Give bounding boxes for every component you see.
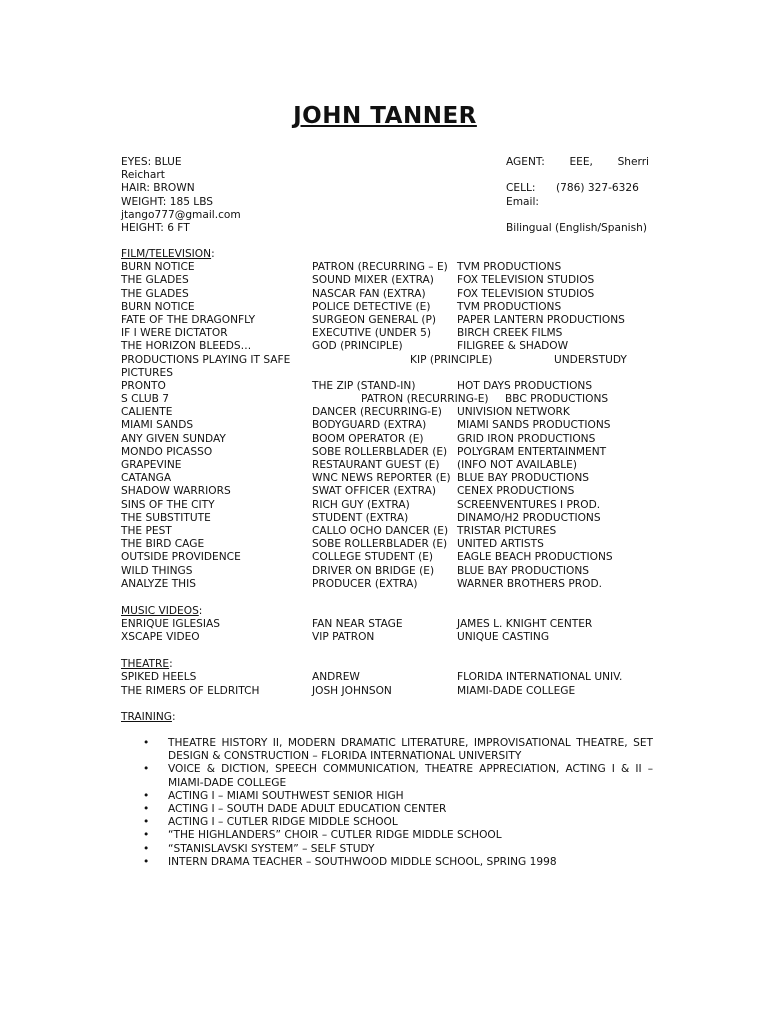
music-company: JAMES L. KNIGHT CENTER [457, 618, 593, 631]
film-company: MIAMI SANDS PRODUCTIONS [457, 419, 611, 432]
film-role: PRODUCER (EXTRA) [312, 577, 418, 590]
film-company: POLYGRAM ENTERTAINMENT [457, 445, 607, 458]
theatre-heading-text: THEATRE [121, 658, 170, 670]
film-title: THE GLADES [121, 287, 189, 300]
film-company-continued: PICTURES [121, 366, 173, 379]
bullet-icon: • [143, 737, 150, 749]
training-text: ACTING I – SOUTH DADE ADULT EDUCATION CENTER [168, 803, 447, 816]
film-role: COLLEGE STUDENT (E) [312, 551, 434, 564]
training-text: THEATRE HISTORY II, MODERN DRAMATIC LITERATURE, IMPROVISATIONAL THEATRE, SET DESIGN & CONSTRUCTION – FLORIDA INTERNATIONAL UNIVERSITY [168, 737, 653, 763]
music-row [121, 618, 661, 631]
film-row [121, 367, 661, 380]
agent-surname: Reichart [121, 169, 165, 182]
training-item [143, 843, 653, 856]
film-company: TVM PRODUCTIONS [457, 300, 562, 313]
agent-label: AGENT: [506, 156, 545, 168]
film-row [121, 380, 661, 393]
film-row [121, 472, 661, 485]
music-heading-text: MUSIC VIDEOS [121, 605, 199, 617]
music-title: XSCAPE VIDEO [121, 631, 200, 644]
weight: WEIGHT: 185 LBS [121, 195, 214, 208]
film-role: SURGEON GENERAL (P) [312, 313, 436, 326]
film-role: WNC NEWS REPORTER (E) [312, 472, 451, 485]
agent-name-1: EEE, [569, 156, 593, 168]
film-row [121, 565, 661, 578]
training-section [121, 711, 661, 724]
film-title: BURN NOTICE [121, 261, 195, 274]
film-role: DRIVER ON BRIDGE (E) [312, 564, 435, 577]
film-role: PATRON (RECURRING-E) [361, 393, 489, 406]
film-row [121, 340, 661, 353]
film-role: STUDENT (EXTRA) [312, 511, 409, 524]
film-role: PATRON (RECURRING – E) [312, 261, 448, 274]
film-title: BURN NOTICE [121, 300, 195, 313]
film-role: SOUND MIXER (EXTRA) [312, 274, 434, 287]
film-row [121, 433, 661, 446]
film-role: KIP (PRINCIPLE) [410, 353, 493, 366]
film-company: BLUE BAY PRODUCTIONS [457, 564, 589, 577]
film-row [121, 446, 661, 459]
theatre-heading: THEATRE: [121, 658, 173, 670]
bullet-icon: • [143, 855, 150, 868]
training-text: VOICE & DICTION, SPEECH COMMUNICATION, THEATRE APPRECIATION, ACTING I & II – MIAMI-DADE COLLEGE [168, 763, 653, 789]
bullet-icon: • [143, 816, 150, 829]
film-title: PRODUCTIONS PLAYING IT SAFE [121, 353, 291, 366]
film-title: THE HORIZON BLEEDS… [121, 340, 252, 353]
training-item [143, 737, 653, 763]
film-row [121, 525, 661, 538]
film-row [121, 301, 661, 314]
film-title: FATE OF THE DRAGONFLY [121, 313, 256, 326]
film-title: THE SUBSTITUTE [121, 511, 211, 524]
training-text: “THE HIGHLANDERS” CHOIR – CUTLER RIDGE MIDDLE SCHOOL [168, 829, 502, 842]
training-heading-text: TRAINING [121, 711, 172, 723]
training-text: ACTING I – MIAMI SOUTHWEST SENIOR HIGH [168, 789, 404, 802]
film-row [121, 578, 661, 591]
agent-row [506, 156, 649, 169]
film-role: RESTAURANT GUEST (E) [312, 459, 440, 471]
theatre-role: JOSH JOHNSON [312, 685, 392, 698]
film-role: THE ZIP (STAND-IN) [312, 379, 416, 392]
film-title: THE GLADES [121, 274, 189, 287]
film-company: UNIVISION NETWORK [457, 406, 570, 419]
film-role: NASCAR FAN (EXTRA) [312, 287, 426, 300]
training-item [143, 790, 653, 803]
cell-label: CELL: [506, 182, 536, 195]
eyes: EYES: BLUE [121, 156, 182, 168]
email-label: Email: [506, 195, 539, 208]
bullet-icon: • [143, 829, 150, 842]
personal-info [121, 156, 421, 235]
film-row [121, 274, 661, 287]
theatre-title: SPIKED HEELS [121, 671, 197, 684]
film-role: EXECUTIVE (UNDER 5) [312, 327, 431, 340]
film-role: BODYGUARD (EXTRA) [312, 419, 427, 432]
theatre-venue: MIAMI-DADE COLLEGE [457, 685, 576, 698]
bullet-icon: • [143, 789, 150, 802]
film-role: SOBE ROLLERBLADER (E) [312, 445, 448, 458]
cell-row [506, 182, 649, 195]
training-text: ACTING I – CUTLER RIDGE MIDDLE SCHOOL [168, 816, 398, 829]
film-title: MIAMI SANDS [121, 419, 194, 432]
film-company: TRISTAR PICTURES [457, 524, 557, 537]
film-heading: FILM/TELEVISION: [121, 248, 215, 260]
film-company: (INFO NOT AVAILABLE) [457, 459, 577, 471]
film-role: SOBE ROLLERBLADER (E) [312, 538, 448, 551]
agent-name-2: Sherri [617, 156, 649, 168]
film-company: TVM PRODUCTIONS [457, 261, 562, 274]
hair: HAIR: BROWN [121, 182, 195, 195]
film-company: CENEX PRODUCTIONS [457, 485, 575, 498]
film-company: SCREENVENTURES I PROD. [457, 498, 601, 511]
film-role: GOD (PRINCIPLE) [312, 340, 403, 353]
training-heading: TRAINING: [121, 711, 176, 723]
theatre-section [121, 658, 661, 699]
training-list [143, 737, 653, 869]
training-item [143, 803, 653, 816]
bullet-icon: • [143, 842, 150, 855]
cell-value: (786) 327-6326 [556, 182, 639, 195]
film-company: GRID IRON PRODUCTIONS [457, 432, 596, 445]
training-item [143, 856, 653, 869]
theatre-row [121, 671, 661, 684]
training-item [143, 816, 653, 829]
film-row [121, 288, 661, 301]
film-title: ANY GIVEN SUNDAY [121, 432, 226, 445]
film-section [121, 248, 661, 591]
music-role: VIP PATRON [312, 631, 375, 644]
film-row [121, 459, 661, 472]
film-company: BIRCH CREEK FILMS [457, 327, 563, 340]
film-row [121, 406, 661, 419]
film-company: UNITED ARTISTS [457, 538, 544, 551]
film-role: POLICE DETECTIVE (E) [312, 300, 431, 313]
film-role: DANCER (RECURRING-E) [312, 406, 442, 419]
film-row [121, 354, 661, 367]
film-title: MONDO PICASSO [121, 445, 213, 458]
film-heading-text: FILM/TELEVISION [121, 248, 212, 260]
film-role: BOOM OPERATOR (E) [312, 432, 424, 445]
film-company: UNDERSTUDY [554, 353, 627, 366]
film-row [121, 551, 661, 564]
film-title: S CLUB 7 [121, 393, 169, 406]
film-row [121, 261, 661, 274]
height: HEIGHT: 6 FT [121, 221, 190, 234]
film-title: IF I WERE DICTATOR [121, 327, 228, 340]
film-company: PAPER LANTERN PRODUCTIONS [457, 313, 625, 326]
music-role: FAN NEAR STAGE [312, 618, 403, 631]
film-title: OUTSIDE PROVIDENCE [121, 551, 241, 564]
blank-line [506, 209, 649, 222]
film-row [121, 485, 661, 498]
film-row [121, 327, 661, 340]
training-text: “STANISLAVSKI SYSTEM” – SELF STUDY [168, 842, 375, 855]
film-title: SHADOW WARRIORS [121, 485, 231, 498]
film-row [121, 499, 661, 512]
film-title: ANALYZE THIS [121, 577, 196, 590]
film-title: THE BIRD CAGE [121, 538, 205, 551]
bullet-icon: • [143, 763, 150, 776]
film-title: THE PEST [121, 524, 172, 537]
music-title: ENRIQUE IGLESIAS [121, 618, 221, 631]
film-company: EAGLE BEACH PRODUCTIONS [457, 551, 613, 564]
theatre-venue: FLORIDA INTERNATIONAL UNIV. [457, 671, 623, 684]
training-text: INTERN DRAMA TEACHER – SOUTHWOOD MIDDLE SCHOOL, SPRING 1998 [168, 855, 557, 868]
film-row [121, 512, 661, 525]
film-row [121, 538, 661, 551]
theatre-title: THE RIMERS OF ELDRITCH [121, 685, 260, 698]
film-company: HOT DAYS PRODUCTIONS [457, 379, 593, 392]
training-item [143, 763, 653, 789]
music-company: UNIQUE CASTING [457, 631, 550, 644]
film-title: CATANGA [121, 472, 172, 485]
film-company: BLUE BAY PRODUCTIONS [457, 472, 589, 485]
film-title: GRAPEVINE [121, 459, 182, 471]
film-company: FOX TELEVISION STUDIOS [457, 287, 595, 300]
training-item [143, 829, 653, 842]
resume-title: JOHN TANNER [293, 103, 477, 129]
music-heading: MUSIC VIDEOS: [121, 605, 203, 617]
theatre-role: ANDREW [312, 671, 360, 684]
film-row [121, 314, 661, 327]
film-role: RICH GUY (EXTRA) [312, 498, 410, 511]
film-role: CALLO OCHO DANCER (E) [312, 524, 449, 537]
bullet-icon: • [143, 803, 150, 816]
film-company: DINAMO/H2 PRODUCTIONS [457, 511, 601, 524]
theatre-row [121, 685, 661, 698]
film-title: PRONTO [121, 379, 166, 392]
film-company: FOX TELEVISION STUDIOS [457, 274, 595, 287]
email-address: jtango777@gmail.com [121, 208, 241, 221]
languages: Bilingual (English/Spanish) [506, 221, 647, 234]
music-section [121, 605, 661, 645]
blank-line [506, 169, 649, 182]
film-title: CALIENTE [121, 406, 173, 419]
film-company: FILIGREE & SHADOW [457, 340, 569, 353]
film-company: WARNER BROTHERS PROD. [457, 577, 603, 590]
film-role: SWAT OFFICER (EXTRA) [312, 485, 437, 498]
agent-info [506, 156, 649, 235]
film-company: BBC PRODUCTIONS [505, 393, 609, 406]
film-title: WILD THINGS [121, 564, 193, 577]
film-row [121, 419, 661, 432]
film-row [121, 393, 661, 406]
music-row [121, 631, 661, 644]
film-title: SINS OF THE CITY [121, 498, 215, 511]
